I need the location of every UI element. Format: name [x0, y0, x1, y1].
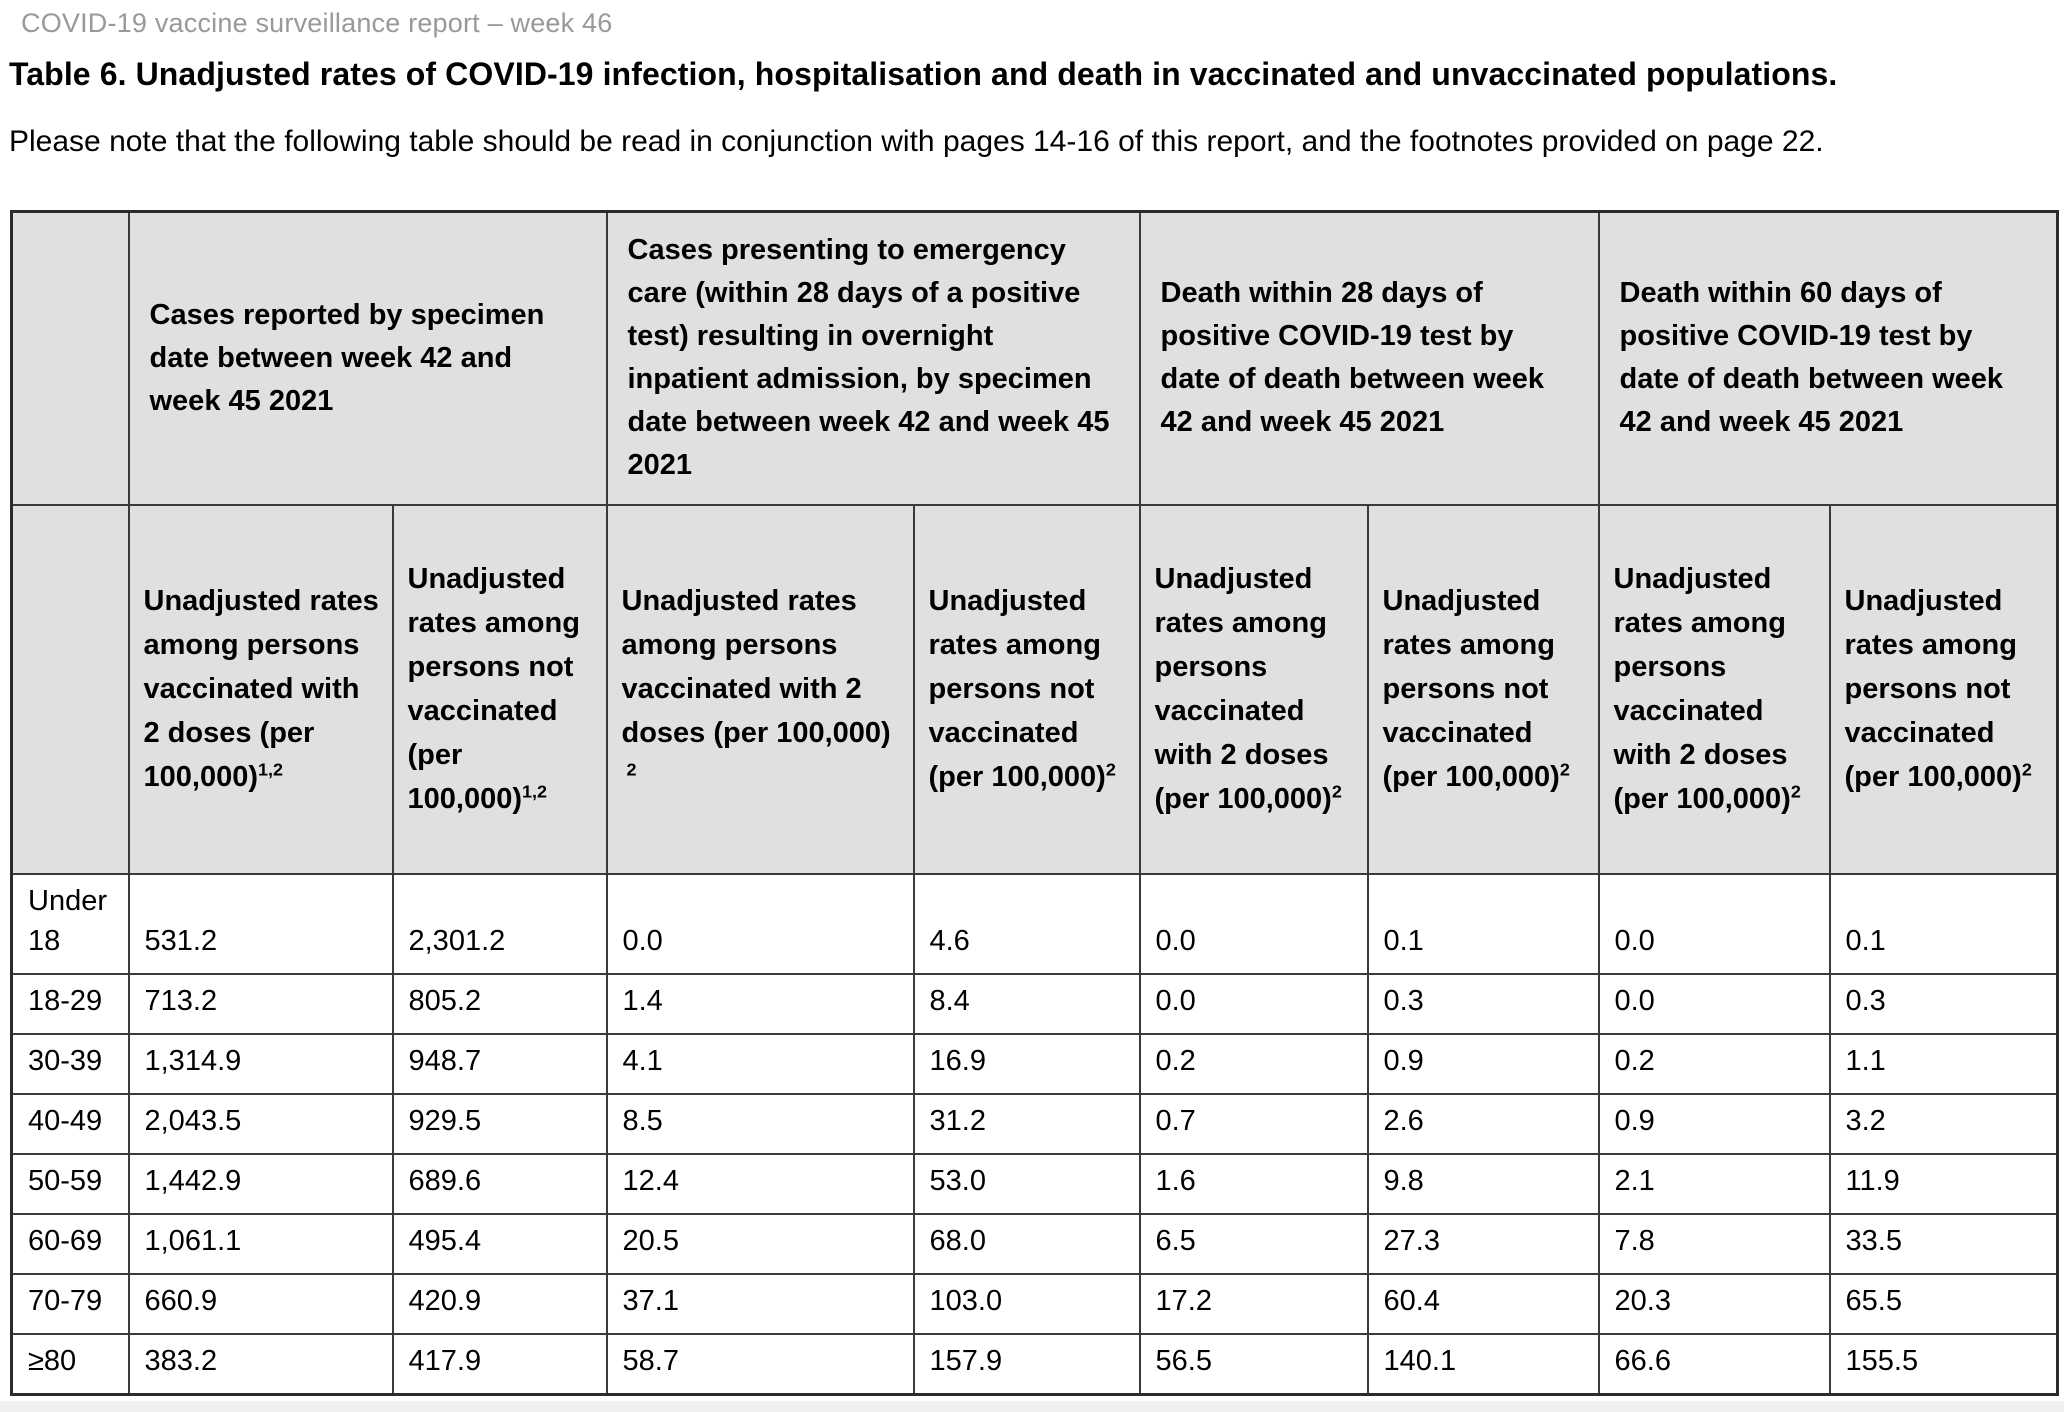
value-cell: 155.5 — [1830, 1334, 2058, 1395]
value-cell: 17.2 — [1140, 1274, 1368, 1334]
value-cell: 495.4 — [393, 1214, 607, 1274]
value-cell: 0.9 — [1599, 1094, 1830, 1154]
value-cell: 20.5 — [607, 1214, 914, 1274]
column-header-cases-vaccinated — [129, 505, 393, 874]
value-cell: 58.7 — [607, 1334, 914, 1395]
footnote-marker: 1,2 — [522, 781, 547, 802]
column-header-row — [12, 505, 2058, 874]
value-cell: 31.2 — [914, 1094, 1140, 1154]
footnote-marker: 2 — [2021, 759, 2032, 780]
corner-cell-top — [12, 212, 129, 505]
value-cell: 1,442.9 — [129, 1154, 393, 1214]
value-cell: 660.9 — [129, 1274, 393, 1334]
value-cell: 6.5 — [1140, 1214, 1368, 1274]
value-cell: 20.3 — [1599, 1274, 1830, 1334]
value-cell: 0.3 — [1368, 974, 1599, 1034]
value-cell: 0.1 — [1830, 874, 2058, 974]
value-cell: 2,043.5 — [129, 1094, 393, 1154]
value-cell: 0.0 — [607, 874, 914, 974]
column-header-death60-vaccinated — [1599, 505, 1830, 874]
table-title: Table 6. Unadjusted rates of COVID-19 infection, hospitalisation and death in vaccinated and unvaccinated populations. — [9, 56, 1838, 92]
corner-cell-bottom — [12, 505, 129, 874]
column-header-text: Unadjusted rates among persons vaccinated with 2 doses (per 100,000) — [143, 585, 379, 793]
age-group-cell: 30-39 — [12, 1034, 129, 1094]
value-cell: 37.1 — [607, 1274, 914, 1334]
column-header-text: Unadjusted rates among persons vaccinated with 2 doses (per 100,000) — [1613, 563, 1791, 815]
value-cell: 417.9 — [393, 1334, 607, 1395]
next-page-edge-band — [0, 1401, 2064, 1412]
age-group-cell: 70-79 — [12, 1274, 129, 1334]
age-group-cell: Under 18 — [12, 874, 129, 974]
value-cell: 11.9 — [1830, 1154, 2058, 1214]
value-cell: 805.2 — [393, 974, 607, 1034]
column-header-text: Unadjusted rates among persons not vaccinated (per 100,000) — [1844, 585, 2022, 793]
column-header-text: Unadjusted rates among persons not vaccinated (per 100,000) — [1382, 585, 1560, 793]
value-cell: 66.6 — [1599, 1334, 1830, 1395]
value-cell: 157.9 — [914, 1334, 1140, 1395]
age-group-cell: 50-59 — [12, 1154, 129, 1214]
value-cell: 8.5 — [607, 1094, 914, 1154]
column-header-emergency-unvaccinated — [914, 505, 1140, 874]
value-cell: 0.2 — [1140, 1034, 1368, 1094]
value-cell: 0.0 — [1140, 874, 1368, 974]
value-cell: 2.6 — [1368, 1094, 1599, 1154]
value-cell: 929.5 — [393, 1094, 607, 1154]
value-cell: 0.9 — [1368, 1034, 1599, 1094]
value-cell: 12.4 — [607, 1154, 914, 1214]
value-cell: 1,061.1 — [129, 1214, 393, 1274]
table-row — [12, 1094, 2058, 1154]
value-cell: 7.8 — [1599, 1214, 1830, 1274]
footnote-marker: 2 — [1790, 781, 1801, 802]
age-group-cell: 18-29 — [12, 974, 129, 1034]
column-header-death60-unvaccinated — [1830, 505, 2058, 874]
footnote-marker: 1,2 — [258, 759, 283, 780]
value-cell: 689.6 — [393, 1154, 607, 1214]
value-cell: 4.6 — [914, 874, 1140, 974]
age-group-cell: ≥80 — [12, 1334, 129, 1395]
value-cell: 1,314.9 — [129, 1034, 393, 1094]
value-cell: 0.2 — [1599, 1034, 1830, 1094]
value-cell: 140.1 — [1368, 1334, 1599, 1395]
column-header-cases-unvaccinated — [393, 505, 607, 874]
table-row — [12, 1274, 2058, 1334]
value-cell: 1.1 — [1830, 1034, 2058, 1094]
value-cell: 420.9 — [393, 1274, 607, 1334]
table-note: Please note that the following table should be read in conjunction with pages 14-16 of this report, and the footnotes provided on page 22. — [9, 125, 1824, 158]
column-header-emergency-vaccinated — [607, 505, 914, 874]
value-cell: 531.2 — [129, 874, 393, 974]
report-header: COVID-19 vaccine surveillance report – week 46 — [21, 8, 613, 38]
footnote-marker: 2 — [1105, 759, 1116, 780]
value-cell: 0.1 — [1368, 874, 1599, 974]
group-header-death-60: Death within 60 days of positive COVID-19 test by date of death between week 42 and week 45 2021 — [1599, 212, 2058, 505]
value-cell: 16.9 — [914, 1034, 1140, 1094]
table-row — [12, 1154, 2058, 1214]
value-cell: 2,301.2 — [393, 874, 607, 974]
value-cell: 0.0 — [1599, 974, 1830, 1034]
column-header-text: Unadjusted rates among persons vaccinated with 2 doses (per 100,000) — [1154, 563, 1332, 815]
footnote-marker: 2 — [621, 759, 637, 780]
group-header-cases-reported: Cases reported by specimen date between week 42 and week 45 2021 — [129, 212, 607, 505]
value-cell: 1.6 — [1140, 1154, 1368, 1214]
value-cell: 56.5 — [1140, 1334, 1368, 1395]
column-header-death28-unvaccinated — [1368, 505, 1599, 874]
value-cell: 4.1 — [607, 1034, 914, 1094]
group-header-emergency-care: Cases presenting to emergency care (within 28 days of a positive test) resulting in overnight inpatient admission, by specimen date between week 42 and week 45 2021 — [607, 212, 1140, 505]
footnote-marker: 2 — [1331, 781, 1342, 802]
value-cell: 3.2 — [1830, 1094, 2058, 1154]
value-cell: 68.0 — [914, 1214, 1140, 1274]
value-cell: 2.1 — [1599, 1154, 1830, 1214]
table-row — [12, 874, 2058, 974]
column-header-text: Unadjusted rates among persons not vaccinated (per 100,000) — [928, 585, 1106, 793]
value-cell: 65.5 — [1830, 1274, 2058, 1334]
value-cell: 0.0 — [1140, 974, 1368, 1034]
value-cell: 0.7 — [1140, 1094, 1368, 1154]
column-header-text: Unadjusted rates among persons not vaccinated (per 100,000) — [407, 563, 580, 815]
value-cell: 948.7 — [393, 1034, 607, 1094]
column-header-text: Unadjusted rates among persons vaccinated with 2 doses (per 100,000) — [621, 585, 891, 749]
table-row — [12, 1034, 2058, 1094]
value-cell: 9.8 — [1368, 1154, 1599, 1214]
value-cell: 383.2 — [129, 1334, 393, 1395]
rates-table — [10, 210, 2059, 1396]
column-header-death28-vaccinated — [1140, 505, 1368, 874]
value-cell: 33.5 — [1830, 1214, 2058, 1274]
value-cell: 1.4 — [607, 974, 914, 1034]
group-header-death-28: Death within 28 days of positive COVID-19 test by date of death between week 42 and week 45 2021 — [1140, 212, 1599, 505]
age-group-cell: 40-49 — [12, 1094, 129, 1154]
table-row — [12, 1214, 2058, 1274]
value-cell: 103.0 — [914, 1274, 1140, 1334]
value-cell: 8.4 — [914, 974, 1140, 1034]
value-cell: 27.3 — [1368, 1214, 1599, 1274]
table-row — [12, 1334, 2058, 1395]
group-header-row — [12, 212, 2058, 505]
value-cell: 0.3 — [1830, 974, 2058, 1034]
value-cell: 713.2 — [129, 974, 393, 1034]
footnote-marker: 2 — [1559, 759, 1570, 780]
value-cell: 60.4 — [1368, 1274, 1599, 1334]
age-group-cell: 60-69 — [12, 1214, 129, 1274]
table-row — [12, 974, 2058, 1034]
value-cell: 0.0 — [1599, 874, 1830, 974]
value-cell: 53.0 — [914, 1154, 1140, 1214]
